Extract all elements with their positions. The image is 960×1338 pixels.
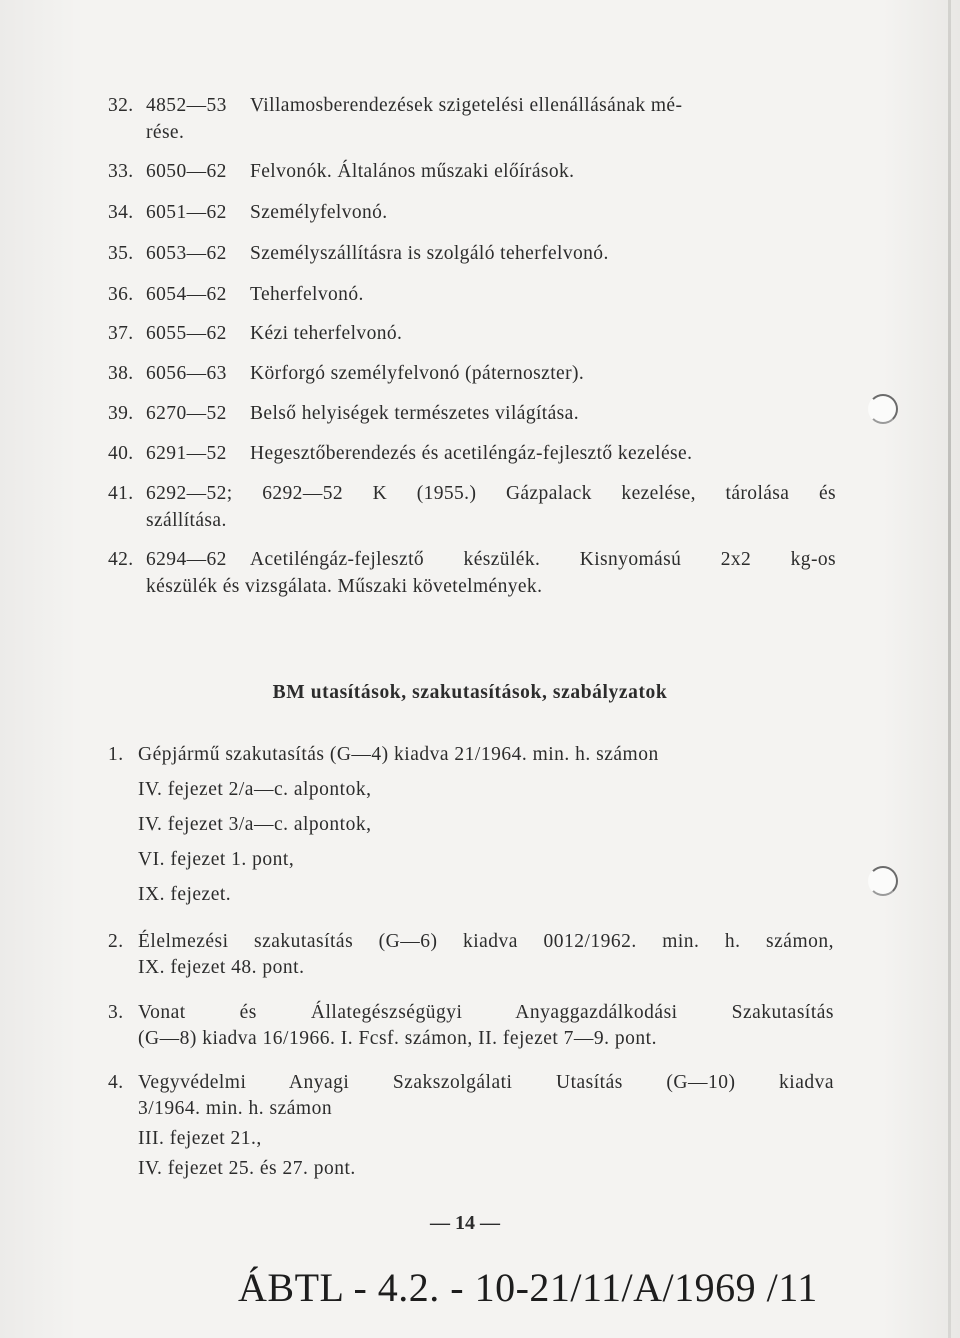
standard-code: 4852—53 <box>146 95 227 116</box>
item-text: Vonat és Állategészségügyi Anyaggazdálkodási Szakutasítás <box>138 1002 834 1023</box>
item-text: 3/1964. min. h. számon <box>138 1098 333 1119</box>
standard-code: 6056—63 <box>146 363 227 384</box>
standard-item <box>108 320 836 347</box>
item-text: IV. fejezet 25. és 27. pont. <box>138 1158 356 1179</box>
item-number: 3. <box>108 1002 124 1023</box>
standard-code: 6050—62 <box>146 161 227 182</box>
item-subline: VI. fejezet 1. pont, <box>138 849 295 870</box>
standard-number: 40. <box>108 443 134 464</box>
punch-hole <box>868 866 898 896</box>
standard-number: 37. <box>108 323 134 344</box>
standard-item <box>108 400 836 427</box>
item-subline: IX. fejezet. <box>138 884 232 905</box>
standard-code: 6054—62 <box>146 284 227 305</box>
standard-number: 42. <box>108 549 134 570</box>
standard-title: Villamosberendezések szigetelési ellenállásának mé- <box>250 95 683 116</box>
standard-code: 6053—62 <box>146 243 227 264</box>
page-number: — 14 — <box>430 1212 500 1234</box>
standard-title: Kézi teherfelvonó. <box>250 323 403 344</box>
list-item <box>108 1070 834 1182</box>
item-number: 2. <box>108 931 124 952</box>
standard-title: Felvonók. Általános műszaki előírások. <box>250 161 575 182</box>
item-subline: IV. fejezet 3/a—c. alpontok, <box>138 814 372 835</box>
standard-number: 34. <box>108 202 134 223</box>
standard-item <box>108 199 836 226</box>
standard-title: Teherfelvonó. <box>250 284 364 305</box>
standard-title: Személyszállításra is szolgáló teherfelvonó. <box>250 243 609 264</box>
list-item <box>108 742 834 768</box>
standard-title: Hegesztőberendezés és acetiléngáz-fejlesztő kezelése. <box>250 443 693 464</box>
standard-item <box>108 281 836 308</box>
standard-number: 35. <box>108 243 134 264</box>
standard-number: 33. <box>108 161 134 182</box>
standard-title: 6292—52; 6292—52 K (1955.) Gázpalack kezelése, tárolása és <box>146 483 836 504</box>
standard-number: 38. <box>108 363 134 384</box>
item-text: Gépjármű szakutasítás (G—4) kiadva 21/1964. min. h. számon <box>138 744 659 765</box>
item-subline: IV. fejezet 2/a—c. alpontok, <box>138 779 372 800</box>
standard-title-continued: készülék és vizsgálata. Műszaki követelmények. <box>146 576 543 597</box>
standard-item <box>108 546 836 600</box>
standard-code: 6055—62 <box>146 323 227 344</box>
item-text: IX. fejezet 48. pont. <box>138 957 305 978</box>
item-text: Vegyvédelmi Anyagi Szakszolgálati Utasítás (G—10) kiadva <box>138 1072 834 1093</box>
archive-stamp: ÁBTL - 4.2. - 10-21/11/A/1969 /11 <box>238 1265 818 1310</box>
standard-title-continued: rése. <box>146 122 185 143</box>
standard-item <box>108 440 836 467</box>
standard-number: 36. <box>108 284 134 305</box>
standard-code: 6294—62 <box>146 549 227 570</box>
standard-code: 6270—52 <box>146 403 227 424</box>
item-text: III. fejezet 21., <box>138 1128 262 1149</box>
standard-number: 41. <box>108 483 134 504</box>
item-number: 4. <box>108 1072 124 1093</box>
item-text: (G—8) kiadva 16/1966. I. Fcsf. számon, II. fejezet 7—9. pont. <box>138 1028 657 1049</box>
standard-item <box>108 480 836 534</box>
standard-item <box>108 360 836 387</box>
punch-hole <box>868 394 898 424</box>
standard-title: Acetiléngáz-fejlesztő készülék. Kisnyomású 2x2 kg-os <box>250 549 836 570</box>
list-item <box>108 1000 834 1052</box>
section-heading: BM utasítások, szakutasítások, szabályzatok <box>272 682 668 703</box>
standard-item <box>108 158 836 185</box>
item-text: Élelmezési szakutasítás (G—6) kiadva 0012/1962. min. h. számon, <box>138 931 834 952</box>
standard-number: 39. <box>108 403 134 424</box>
standard-number: 32. <box>108 95 134 116</box>
standard-item <box>108 92 836 146</box>
standard-code: 6051—62 <box>146 202 227 223</box>
item-number: 1. <box>108 744 124 765</box>
standard-title: Körforgó személyfelvonó (páternoszter). <box>250 363 585 384</box>
page-edge <box>948 0 951 1338</box>
standard-title-continued: szállítása. <box>146 510 227 531</box>
list-item <box>108 929 834 981</box>
standard-title: Belső helyiségek természetes világítása. <box>250 403 579 424</box>
standard-code: 6291—52 <box>146 443 227 464</box>
standard-title: Személyfelvonó. <box>250 202 388 223</box>
standard-item <box>108 240 836 267</box>
